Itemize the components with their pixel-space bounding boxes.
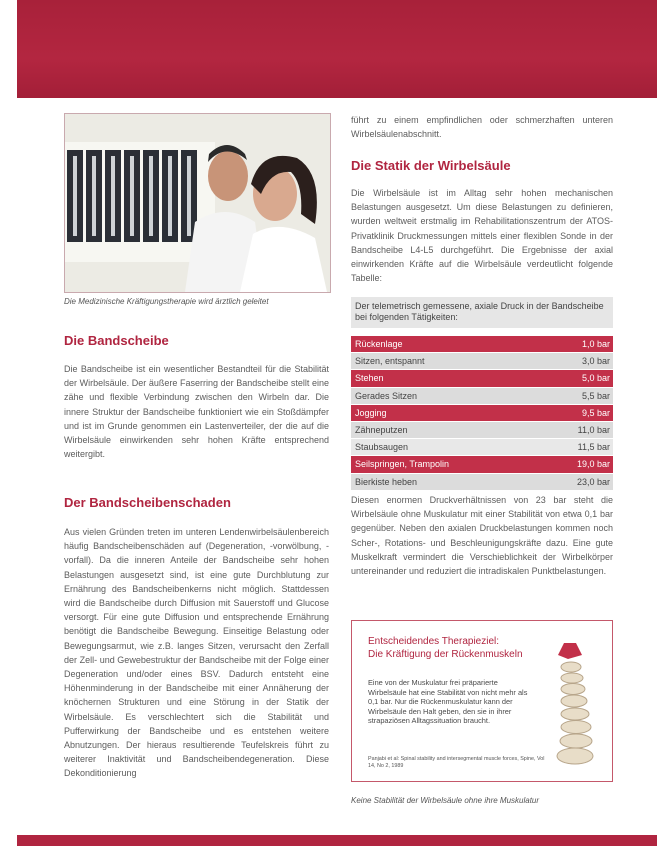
box-title <box>368 635 523 661</box>
table-row <box>351 439 613 456</box>
footer-band <box>17 835 657 846</box>
paragraph-bandscheibe: Die Bandscheibe ist ein wesentlicher Bestandteil für die Stabilität der Wirbelsäule. Der äußere Faserring der Bandscheibe stellt eine zähe und flexible Verbindung zwischen den Wirbeln dar. Die innere Struktur der Bandscheibe funktioniert wie ein Stoßdämpfer und ist im Grunde genommen ein Lastenverteiler, der die auf die Wirbelsäule einwirkenden sehr hohen Kräfte entsprechend weitergibt. <box>64 364 329 460</box>
table-cell-value: 9,5 bar <box>581 407 610 418</box>
table-header: Der telemetrisch gemessene, axiale Druck in der Bandscheibe bei folgenden Tätigkeiten: <box>351 297 613 328</box>
box-title-line-1: Entscheidendes Therapieziel: <box>368 636 500 647</box>
paragraph-statik: Die Wirbelsäule ist im Alltag sehr hohen mechanischen Belastungen ausgesetzt. Um diese Belastungen zu definieren, wurden weltweit erstmalig im Rehabilitationszentrum der ATOS-Privatklinik Druckmessungen mittels einer flexiblen Sonde in der Bandscheibe L4-L5 durchgeführt. Die Ergebnisse der axial einwirkenden Kräfte auf die Wirbelsäule verdeutlicht folgende Tabelle: <box>351 188 613 284</box>
pressure-table <box>351 297 613 491</box>
table-row <box>351 456 613 473</box>
box-text: Eine von der Muskulatur frei präparierte Wirbelsäule hat eine Stabilität von nicht mehr als 0,1 bar. Nur die Rückenmuskulatur kann der Wirbelsäule den Halt geben, den sie in ihrer strapaziösen Alltagssituation braucht. <box>368 678 528 726</box>
table-cell-value: 11,0 bar <box>577 425 610 436</box>
heading-bandscheibe: Die Bandscheibe <box>64 333 169 348</box>
table-cell-value: 11,5 bar <box>577 442 610 453</box>
paragraph-bandscheibenschaden: Aus vielen Gründen treten im unteren Lendenwirbelsäulenbereich häufig Bandscheibenschäden auf (Degeneration, -vorwölbung, -vorfall). Da die inneren Anteile der Bandscheibe sehr hohen Belastungen ausgesetzt sind, ist eine gute Durchblutung zur Ernährung des Bandscheibenkerns nicht möglich. Stattdessen wird die Bandscheibe durch Diffusion mit Sauerstoff und Glucose versorgt. Für eine gute Diffusion und entsprechende Ernährung benötigt die Bandscheibe Bewegung. Einseitige Belastung oder Bewegungsarmut, wie z.B. langes Sitzen, verursacht den Zerfall der Zell- und Gewebestruktur der Bandscheibe mit der Folge einer Degeneration und/oder eines BSV. Dadurch entsteht eine Höhenminderung in der Bandscheibe mit einer Annäherung der knöchernen Strukturen und eine Störung in der Statik der Wirbelsäule. Es verschlechtert sich die Stabilität und Pufferwirkung der Bandscheibe und es entstehen weitere Abnutzungen. Der hieraus resultierende Teufelskreis führt zu weiterer Inaktivität und Bandscheibendegeneration. Diese Dekonditionierung <box>64 527 329 779</box>
photo-illustration <box>65 114 330 292</box>
table-row <box>351 405 613 422</box>
paragraph-druck: Diesen enormen Druckverhältnissen von 23 bar steht die Wirbelsäule ohne Muskulatur mit einer Stabilität von etwa 0,1 bar gegenüber. Neben den axialen Druckbelastungen kommen noch Scher-, Rotations- und Beschleunigungskräfte dazu. Eine gute Muskelkraft vermindert die Verschieblichkeit der Wirbelkörper untereinander und reduziert die intradiskalen Punktbelastungen. <box>351 495 613 577</box>
table-cell-activity: Rückenlage <box>355 339 403 350</box>
table-row <box>351 422 613 439</box>
box-title-line-2: Die Kräftigung der Rückenmuskeln <box>368 649 523 660</box>
table-cell-activity: Gerades Sitzen <box>355 390 418 401</box>
table-cell-value: 19,0 bar <box>576 459 610 470</box>
photo-doctor-patient <box>64 113 331 293</box>
table-cell-activity: Sitzen, entspannt <box>355 356 425 367</box>
table-cell-value: 5,0 bar <box>581 373 610 384</box>
table-cell-value: 23,0 bar <box>576 476 610 487</box>
heading-statik: Die Statik der Wirbelsäule <box>351 158 511 173</box>
table-cell-activity: Zähneputzen <box>355 425 408 436</box>
heading-bandscheibenschaden: Der Bandscheibenschaden <box>64 495 231 510</box>
header-band <box>17 0 657 98</box>
therapy-goal-box <box>351 620 613 782</box>
box-reference: Panjabi et al: Spinal stability and intersegmental muscle forces, Spine, Vol 14, No 2, 1989 <box>368 756 545 769</box>
box-caption: Keine Stabilität der Wirbelsäule ohne ihre Muskulatur <box>351 796 540 805</box>
table-row <box>351 388 613 405</box>
table-row <box>351 370 613 387</box>
table-row <box>351 336 613 353</box>
table-cell-activity: Jogging <box>355 407 387 418</box>
paragraph-continuation: führt zu einem empfindlichen oder schmerzhaften unteren Wirbelsäulenabschnitt. <box>351 115 613 140</box>
table-cell-activity: Bierkiste heben <box>355 476 418 487</box>
spine-illustration <box>538 643 608 773</box>
table-row <box>351 474 613 491</box>
table-cell-activity: Stehen <box>355 373 384 384</box>
table-cell-activity: Seilspringen, Trampolin <box>355 459 450 470</box>
table-cell-value: 5,5 bar <box>581 390 610 401</box>
table-cell-activity: Staubsaugen <box>355 442 409 453</box>
table-cell-value: 1,0 bar <box>581 339 610 350</box>
table-row <box>351 353 613 370</box>
photo-caption: Die Medizinische Kräftigungstherapie wird ärztlich geleitet <box>64 297 269 306</box>
table-cell-value: 3,0 bar <box>581 356 610 367</box>
